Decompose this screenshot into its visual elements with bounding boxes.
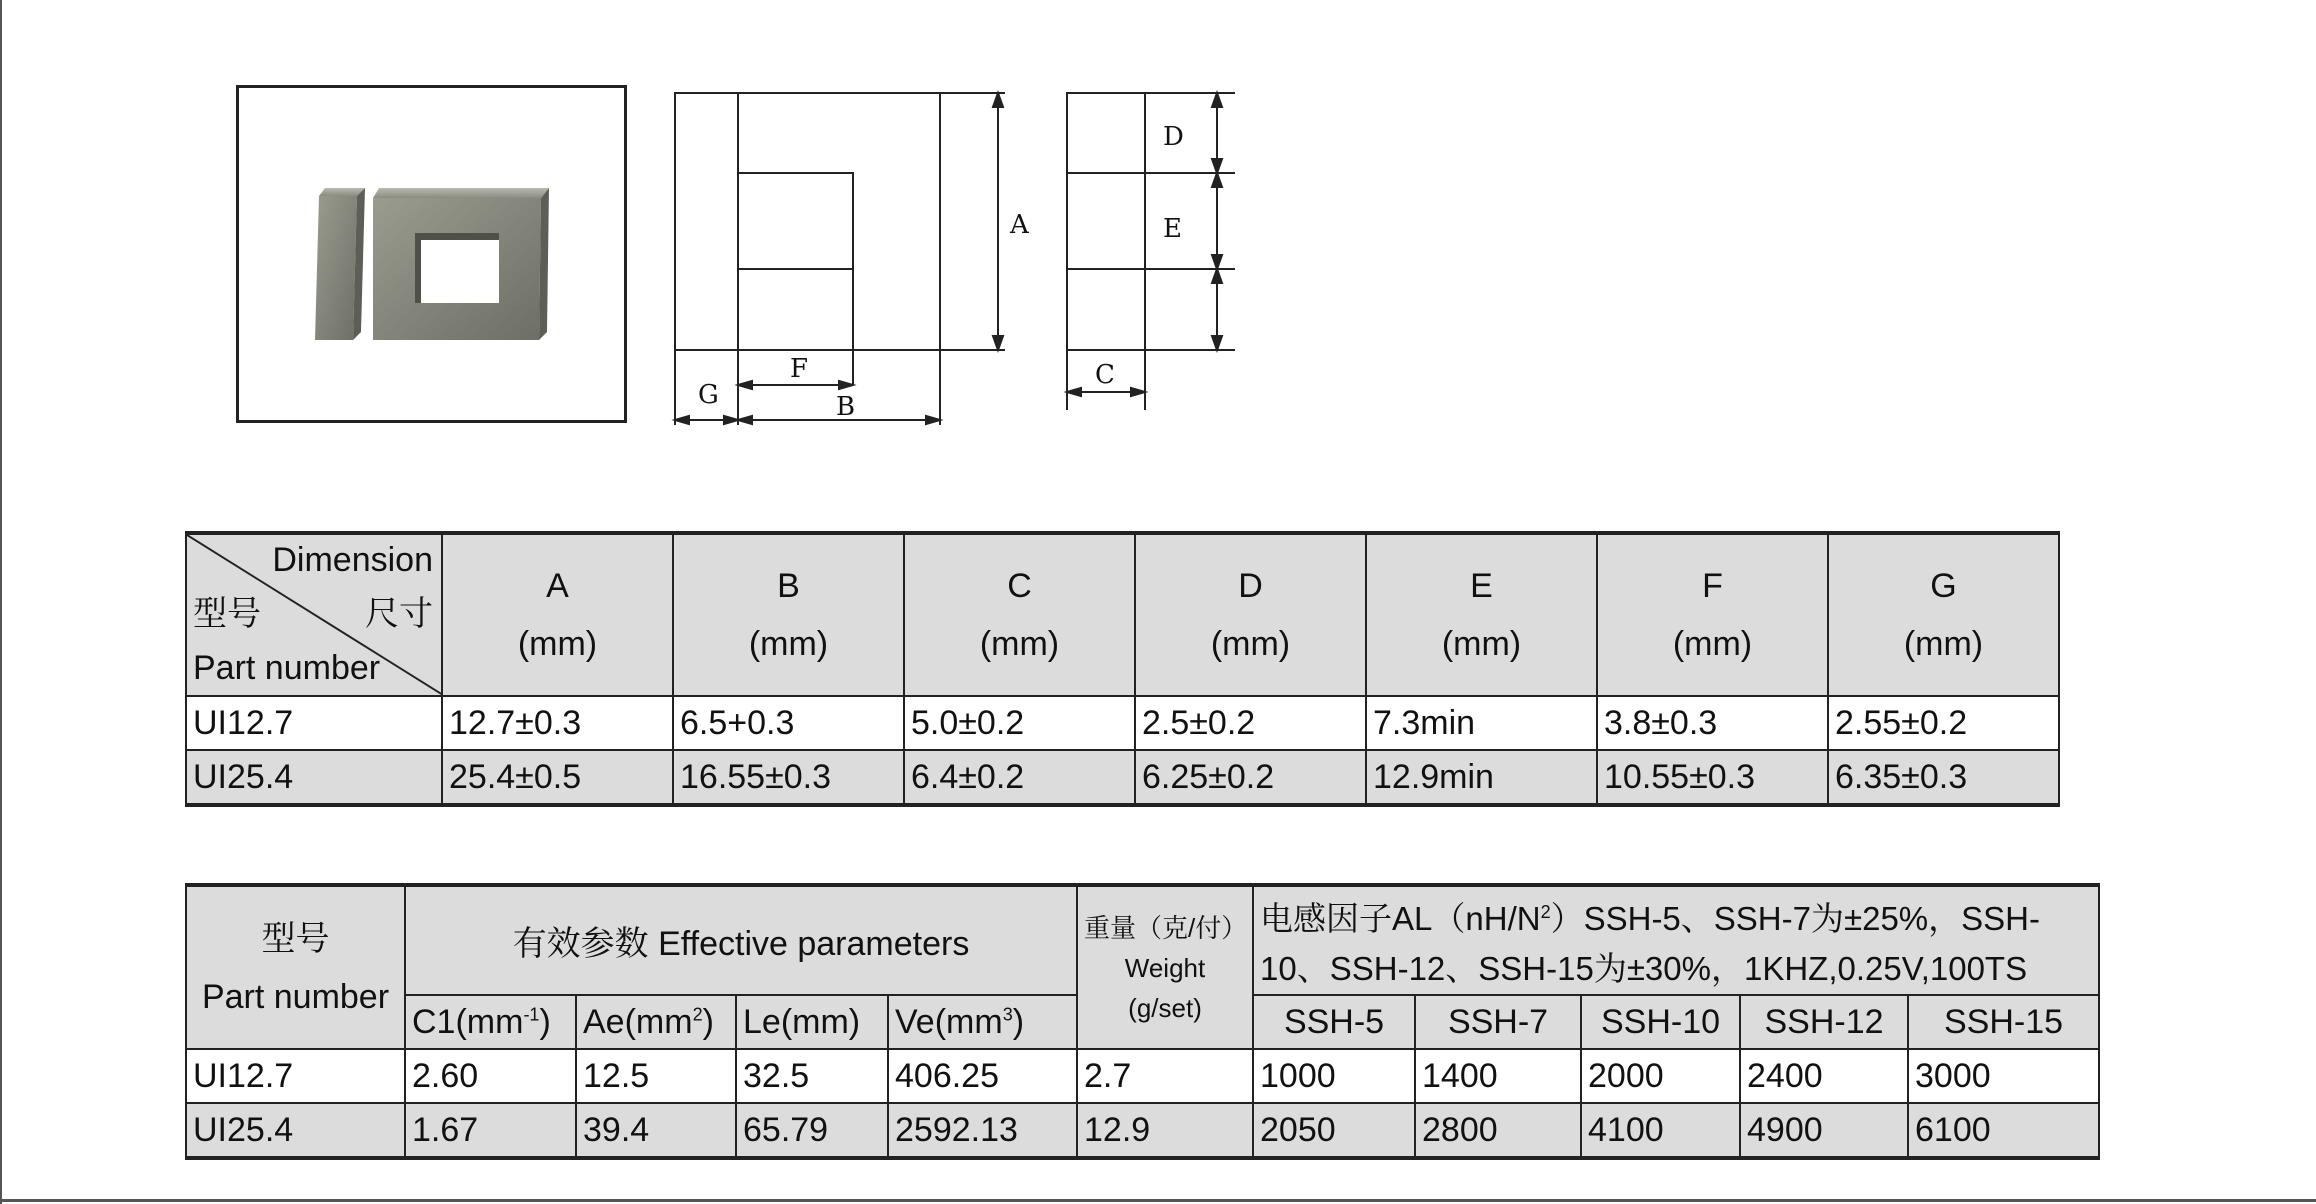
dim-label-g: G [698,380,719,410]
param-header-row-1 [186,885,2099,995]
ssh7-header: SSH-7 [1415,995,1581,1049]
c1-cell: 2.60 [405,1049,576,1103]
dim-a-cell: 12.7±0.3 [442,696,673,750]
ssh12-cell: 4900 [1740,1103,1908,1158]
dim-c-cell: 6.4±0.2 [904,750,1135,805]
ssh10-header: SSH-10 [1581,995,1740,1049]
part-number-label: Part number [193,649,381,687]
dim-label-e: E [1163,214,1182,244]
dim-f-cell: 3.8±0.3 [1597,696,1828,750]
dim-d-cell: 2.5±0.2 [1135,696,1366,750]
product-photo [236,85,627,423]
effective-parameters-header: 有效参数 Effective parameters [405,885,1077,995]
table-row [186,750,2059,805]
ssh5-header: SSH-5 [1253,995,1415,1049]
col-header-g: G (mm) [1828,533,2059,696]
dim-label-a: A [1010,210,1029,240]
col-header-f: F (mm) [1597,533,1828,696]
dimension-header-row [186,533,2059,696]
page-border-bottom [0,1199,2316,1202]
dim-g-cell: 2.55±0.2 [1828,696,2059,750]
ssh12-cell: 2400 [1740,1049,1908,1103]
c1-header: $C1(mm^{-1})$ [405,995,576,1049]
part-number-cell: UI12.7 [186,1049,405,1103]
dim-d-cell: 6.25±0.2 [1135,750,1366,805]
weight-header: 重量（克/付） Weight (g/set) [1077,885,1253,1049]
dim-g-cell: 6.35±0.3 [1828,750,2059,805]
ssh10-cell: 2000 [1581,1049,1740,1103]
ae-cell: 12.5 [576,1049,736,1103]
col-header-a: A (mm) [442,533,673,696]
dim-a-cell: 25.4±0.5 [442,750,673,805]
part-number-cell: UI12.7 [186,696,442,750]
ssh5-cell: 1000 [1253,1049,1415,1103]
ae-cell: 39.4 [576,1103,736,1158]
model-label-cn: 型号 [193,595,261,633]
ui-core-image [239,88,624,420]
le-cell: 65.79 [736,1103,888,1158]
table-row [186,696,2059,750]
ssh7-cell: 1400 [1415,1049,1581,1103]
ssh5-cell: 2050 [1253,1103,1415,1158]
ve-header: $Ve(mm^3)$ [888,995,1077,1049]
le-header: Le(mm) [736,995,888,1049]
dim-e-cell: 7.3min [1366,696,1597,750]
le-cell: 32.5 [736,1049,888,1103]
part-number-cell: UI25.4 [186,750,442,805]
ssh15-header: SSH-15 [1908,995,2099,1049]
dimension-corner-cell [186,533,442,696]
col-header-e: E (mm) [1366,533,1597,696]
dimension-label: Dimension [272,541,433,579]
ae-header: $Ae(mm^2)$ [576,995,736,1049]
ssh10-cell: 4100 [1581,1103,1740,1158]
col-header-c: C (mm) [904,533,1135,696]
dim-label-c: C [1095,360,1115,390]
ssh7-cell: 2800 [1415,1103,1581,1158]
ssh15-cell: 6100 [1908,1103,2099,1158]
weight-cell: 12.9 [1077,1103,1253,1158]
side-view-drawing [1050,85,1250,425]
dim-e-cell: 12.9min [1366,750,1597,805]
dimension-table [185,531,2060,807]
dim-b-cell: 6.5+0.3 [673,696,904,750]
table-row [186,1049,2099,1103]
table-row [186,1103,2099,1158]
col-header-b: B (mm) [673,533,904,696]
page-border-left [0,0,2,1204]
col-header-d: D (mm) [1135,533,1366,696]
ve-cell: 2592.13 [888,1103,1077,1158]
parameter-table [185,883,2100,1160]
dim-label-d: D [1163,122,1184,152]
ssh12-header: SSH-12 [1740,995,1908,1049]
part-number-cell: UI25.4 [186,1103,405,1158]
front-view-drawing [660,85,1040,445]
dim-c-cell: 5.0±0.2 [904,696,1135,750]
ssh15-cell: 3000 [1908,1049,2099,1103]
part-number-header: 型号 Part number [186,885,405,1049]
dim-f-cell: 10.55±0.3 [1597,750,1828,805]
al-factor-header: 电感因子$AL(nH/N^2)SSH-5$、SSH-7为±25%，SSH- 10、SSH-12、SSH-15为±30%，1KHZ,0.25V,100TS [1253,885,2099,995]
c1-cell: 1.67 [405,1103,576,1158]
weight-cell: 2.7 [1077,1049,1253,1103]
ve-cell: 406.25 [888,1049,1077,1103]
size-label-cn: 尺寸 [365,595,433,633]
dim-b-cell: 16.55±0.3 [673,750,904,805]
dim-label-b: B [836,392,856,422]
dim-label-f: F [790,354,809,384]
